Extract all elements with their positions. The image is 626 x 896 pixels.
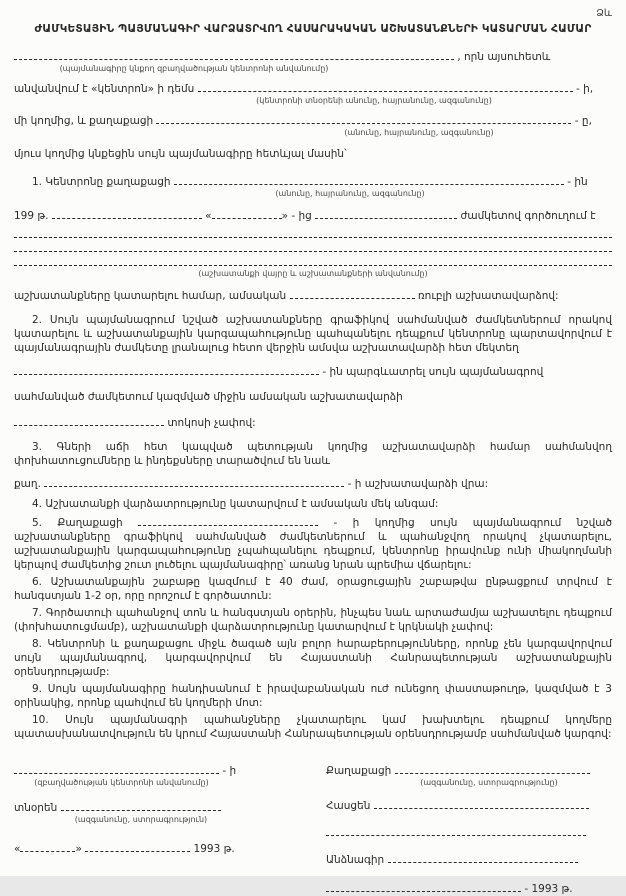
text-segment: 199 թ. (14, 210, 52, 222)
blank-field (315, 208, 457, 219)
blank-field (85, 841, 190, 852)
text-segment: « (201, 210, 212, 222)
text-segment: 9. Սույն պայմանագիրը հանդիսանում է իրավաբանական ուժ ունեցող փաստաթուղթ, կազմված է 3 օրինակից, որոնք պահվում են կողմերի մոտ: (14, 683, 612, 709)
text-segment: 2. Սույն պայմանագրում նշված աշխատանքները գրաֆիկով սահմանված ժամկետներում որակով կատարելու և աշխատանքային կարգապահությունը պահպանելու դեպքում կենտրոնը պարտավորվում է պայմանագրային ժամկետը լրանալուց հետո վերջին ամսվա աշխատավարձի հետ մեկտեղ (14, 314, 612, 354)
text-segment: քաղ. (14, 478, 45, 490)
blank-field (61, 800, 221, 811)
document-line (14, 440, 612, 468)
document-line (326, 881, 612, 896)
footer-left-column (14, 763, 314, 896)
document-line (14, 113, 612, 128)
text-segment: 3. Գների աճի հետ կապված պետության կողմից աշխատավարձի համար սահմանվող փոխհատուցումները և ինդեքսները տարածվում են նաև (14, 441, 612, 467)
document-line (14, 227, 612, 241)
document-line (14, 390, 612, 404)
document-line (326, 852, 612, 867)
text-segment: 10. Սույն պայմանագրի պահանջները չկատարելու կամ խախտելու դեպքում կողմերը պատասխանատվություն են կրում Հայաստանի Հանրապետության օրենսդրությամբ սահմանված կարգով: (14, 714, 612, 740)
blank-field (388, 852, 578, 863)
document-line (326, 798, 612, 813)
signature-footer (14, 763, 612, 896)
blank-field (174, 174, 564, 185)
blank-field (395, 763, 590, 774)
blank-field (20, 841, 75, 852)
blank-field (14, 255, 612, 266)
text-segment: ժամկետով գործուղում է (457, 210, 596, 222)
document-line (14, 497, 612, 511)
document-line (14, 515, 612, 572)
blank-field (44, 476, 344, 487)
text-segment: Անձնագիր (326, 854, 388, 866)
text-segment: Քաղաքացի (326, 765, 395, 777)
blank-field (14, 763, 219, 774)
blank-field (138, 515, 318, 526)
document-line (14, 364, 612, 379)
document-line (14, 841, 314, 856)
text-segment: , որն այսուհետև (454, 51, 551, 63)
text-segment: մի կողմից, և քաղաքացի (14, 115, 157, 127)
blank-field (14, 227, 612, 238)
field-caption: (ազգանունը, ստորագրություն) (74, 815, 208, 824)
document-line (14, 208, 612, 223)
document-line (14, 255, 612, 269)
document-line (14, 713, 612, 741)
document-title: ԺԱՄԿԵՏԱՅԻՆ ՊԱՅՄԱՆԱԳԻՐ ՎԱՐՁԱՏՐՎՈՂ ՀԱՍԱՐԱԿԱԿԱՆ ԱՇԽԱՏԱՆՔՆԵՐԻ ԿԱՏԱՐՄԱՆ ՀԱՄԱՐ (34, 23, 592, 35)
footer-right-column (314, 763, 612, 896)
text-segment: - ը, (571, 115, 592, 127)
text-segment: մյուս կողմից կնքեցին սույն պայմանագիրը հետևյալ մասին՝ (14, 148, 347, 160)
blank-field (156, 113, 571, 124)
text-segment: 4. Աշխատանքի վարձատրությունը կատարվում է ամսական մեկ անգամ: (32, 498, 439, 510)
blank-field (290, 288, 415, 299)
document-line (14, 313, 612, 355)
field-caption: (ազգանունը, ստորագրությունը) (420, 778, 558, 787)
document-line (14, 606, 612, 634)
document-line (14, 476, 612, 491)
text-segment: 5. Քաղաքացի (32, 517, 139, 529)
document-line (14, 288, 612, 303)
text-segment: աշխատանքները կատարելու համար, ամսական (14, 290, 290, 302)
blank-field (326, 825, 586, 836)
document-line (14, 800, 314, 815)
field-caption: (զբաղվածության կենտրոնի անվանումը) (34, 778, 209, 787)
text-segment: - ին (563, 176, 588, 188)
text-segment: - 1993 թ. (521, 883, 573, 895)
document-line (326, 825, 612, 840)
text-segment: - ի (219, 765, 237, 777)
document-body (14, 49, 612, 741)
blank-field (198, 81, 573, 92)
document-line (14, 682, 612, 710)
text-segment: Հասցեն (326, 800, 374, 812)
document-line (14, 763, 314, 778)
text-segment: տնօրեն (14, 802, 61, 814)
text-segment: - ի, (572, 83, 594, 95)
text-segment: - ին պարգևատրել սույն պայմանագրով (319, 366, 544, 378)
document-line (14, 637, 612, 679)
blank-field (14, 415, 164, 426)
document-line (14, 147, 612, 161)
text-segment: « (14, 843, 21, 855)
text-segment: - ի կողմից սույն պայմանագրում նշված աշխատանքները գրաֆիկով սահմանված ժամկետներում և պահանջվող որակով չկատարելու, աշխատանքային կարգապահությունը չպահպանելու դեպքում, կենտրոնը իրավունք ունի միակողմանի կերպով ժամկետից շուտ լուծելու պայմանագիրը՝ առանց նրան պրեմիա վճարելու: (14, 517, 612, 571)
document-line (14, 415, 612, 430)
document-line (14, 241, 612, 255)
field-caption: (պայմանագիրը կնքող զբաղվածության կենտրոնի անվանումը) (59, 64, 329, 73)
blank-field (14, 49, 454, 60)
text-segment: » - ից (281, 210, 316, 222)
document-line (326, 763, 612, 778)
text-segment: - ի աշխատավարձի վրա: (344, 478, 489, 490)
text-segment: տոկոսի չափով: (164, 417, 256, 429)
text-segment: 6. Աշխատանքային շաբաթը կազմում է 40 ժամ, օրացուցային շաբաթվա ընթացքում տրվում է հանգստյան 1-2 օր, որը որոշում է գործատուն: (14, 576, 612, 602)
document-line (14, 49, 612, 64)
text-segment: սահմանված ժամկետում կազմված միջին ամսական աշխատավարձի (14, 391, 403, 403)
blank-field (14, 241, 612, 252)
document-line (14, 575, 612, 603)
text-segment: 8. Կենտրոնի և քաղաքացու միջև ծագած այն բոլոր հարաբերությունները, որոնք չեն կարգավորվում սույն պայմանագրով, կարգավորվում են Հայաստանի Հանրապետության աշխատանքային օրենսդրությամբ: (14, 638, 612, 678)
field-caption: (անունը, հայրանունը, ազգանունը) (344, 128, 494, 137)
blank-field (326, 881, 521, 892)
document-line (14, 81, 612, 96)
text-segment: ռուբլի աշխատավարձով: (414, 290, 559, 302)
text-segment: 7. Գործատուի պահանջով տոն և հանգստյան օրերին, ինչպես նաև արտաժամյա աշխատելու դեպքում (փոխհատուցմամբ), աշխատանքի վարձատրությունը կատարվում է կրկնակի չափով: (14, 607, 612, 633)
field-caption: (աշխատանքի վայրը և աշխատանքների անվանումը) (198, 269, 428, 278)
blank-field (374, 798, 589, 809)
text-segment: » (75, 843, 86, 855)
blank-field (14, 364, 319, 375)
blank-field (52, 208, 202, 219)
field-caption: (անունը, հայրանունը, ազգանունը) (275, 189, 425, 198)
text-segment: 1993 թ. (190, 843, 235, 855)
text-segment: 1. Կենտրոնը քաղաքացի (32, 176, 174, 188)
form-number-label: Ձև (596, 8, 612, 19)
text-segment: անվանվում է «կենտրոն» ի դեմս (14, 83, 198, 95)
field-caption: (կենտրոնի տնօրենի անունը, հայրանունը, ազգանունը) (256, 96, 492, 105)
document-line (14, 174, 612, 189)
blank-field (212, 208, 282, 219)
